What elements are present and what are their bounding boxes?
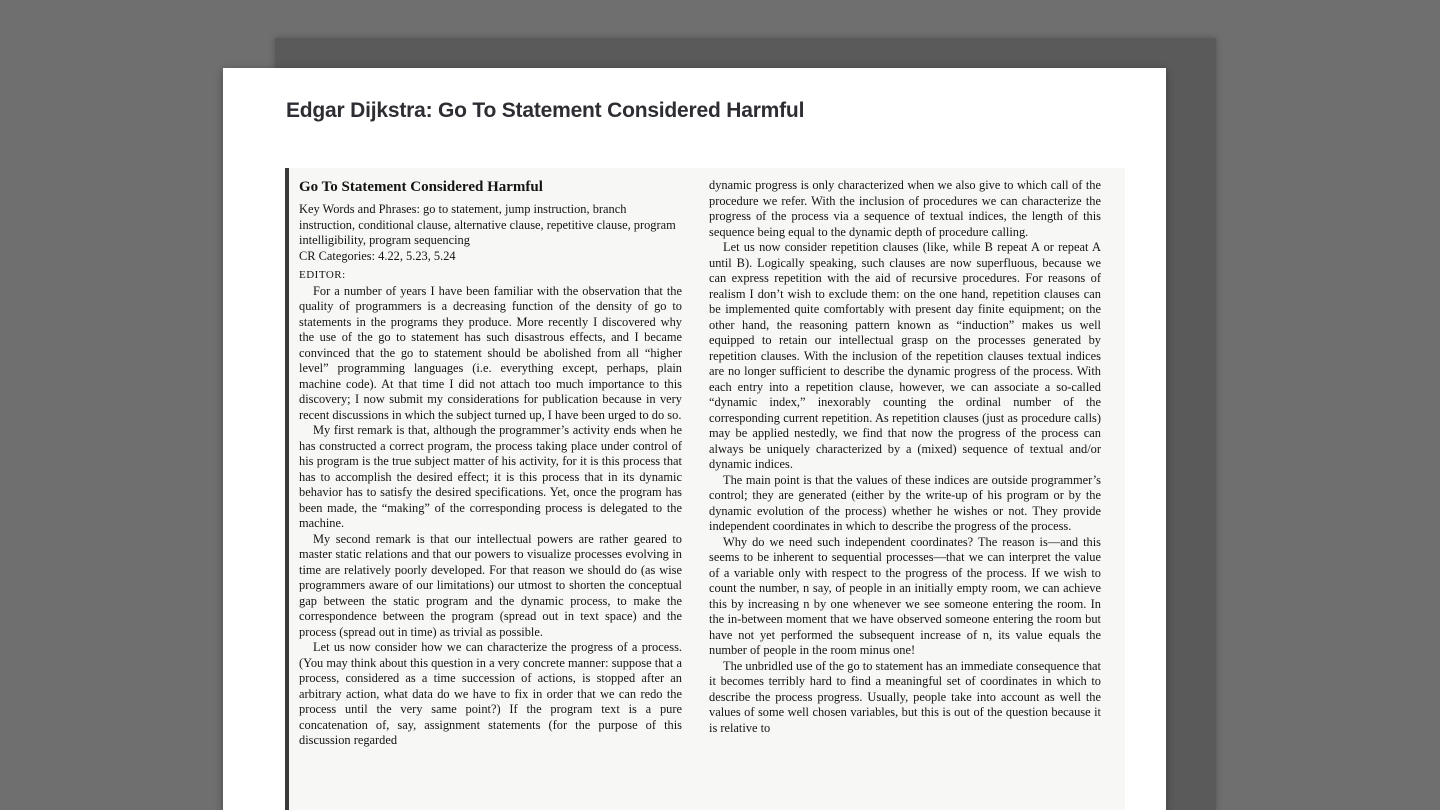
paragraph: My second remark is that our intellectual powers are rather geared to master static relations and that our powers to visualize processes evolving in time are relatively poorly developed. For that reason we should do (as wise programmers aware of our limitations) our utmost to shorten the conceptual gap between the static program and the dynamic process, to make the correspondence between the program (spread out in text space) and the process (spread out in time) as trivial as possible. — [299, 531, 682, 639]
paragraph: Why do we need such independent coordinates? The reason is—and this seems to be inherent to sequential processes—that we can interpret the value of a variable only with respect to the progress of the process. If we wish to count the number, n say, of people in an initially empty room, we can achieve this by increasing n by one whenever we see someone entering the room. In the in-between moment that we have observed someone entering the room but have not yet performed the subsequent increase of n, its value equals the number of people in the room minus one! — [709, 534, 1101, 657]
editor-label: EDITOR: — [299, 269, 346, 281]
paragraph: For a number of years I have been familiar with the observation that the quality of programmers is a decreasing function of the density of go to statements in the programs they produce. More recently I discovered why the use of the go to statement has such disastrous effects, and I became convinced that the go to statement should be abolished from all “higher level” programming languages (i.e. everything except, perhaps, plain machine code). At that time I did not attach too much importance to this discovery; I now submit my considerations for publication because in very recent discussions in which the subject turned up, I have been urged to do so. — [299, 283, 682, 422]
paragraph: My first remark is that, although the programmer’s activity ends when he has constructed a correct program, the process taking place under control of his program is the true subject matter of his activity, for it is this process that has to accomplish the desired effect; it is this process that in its dynamic behavior has to satisfy the desired specifications. Yet, once the program has been made, the “making” of the corresponding process is delegated to the machine. — [299, 423, 682, 530]
article-right-column — [709, 178, 1101, 736]
paragraph: The main point is that the values of these indices are outside programmer’s control; they are generated (either by the write-up of his program or by the dynamic evolution of the process) whether he wishes or not. They provide independent coordinates in which to describe the progress of the process. — [709, 472, 1101, 533]
paragraph: Let us now consider repetition clauses (like, while B repeat A or repeat A until B). Logically speaking, such clauses are now superfluous, because we can express repetition with the aid of recursive procedures. For reasons of realism I don’t wish to exclude them: on the one hand, repetition clauses can be implemented quite comfortably with present day finite equipment; on the other hand, the reasoning pattern known as “induction” makes us well equipped to retain our intellectual grasp on the processes generated by repetition clauses. With the inclusion of the repetition clauses textual indices are no longer sufficient to describe the dynamic progress of the process. With each entry into a repetition clause, however, we can associate a so-called “dynamic index,” inexorably counting the ordinal number of the corresponding current repetition. As repetition clauses (just as procedure calls) may be applied nestedly, we find that now the progress of the process can always be uniquely characterized by a (mixed) sequence of textual and/or dynamic indices. — [709, 240, 1101, 471]
article-keywords: Key Words and Phrases: go to statement, jump instruction, branch instruction, conditional clause, alternative clause, repetitive clause, program intelligibility, program sequencing — [299, 202, 676, 247]
article-categories: CR Categories: 4.22, 5.23, 5.24 — [299, 248, 456, 263]
paragraph: dynamic progress is only characterized when we also give to which call of the procedure we refer. With the inclusion of procedures we can characterize the progress of the process via a sequence of textual indices, the length of this sequence being equal to the dynamic depth of procedure calling. — [709, 178, 1101, 239]
page-title: Edgar Dijkstra: Go To Statement Considered Harmful — [286, 99, 805, 122]
paragraph: The unbridled use of the go to statement has an immediate consequence that it becomes terribly hard to find a meaningful set of coordinates in which to describe the process progress. Usually, people take into account as well the values of some well chosen variables, but this is out of the question because it is relative to — [709, 658, 1101, 735]
scanned-article — [285, 168, 1125, 810]
document-page — [223, 68, 1166, 810]
article-left-column — [299, 178, 682, 749]
margin-rule — [285, 168, 289, 810]
article-title: Go To Statement Considered Harmful — [299, 179, 543, 195]
paragraph: Let us now consider how we can characterize the progress of a process. (You may think about this question in a very concrete manner: suppose that a process, considered as a time succession of actions, is stopped after an arbitrary action, what data do we have to fix in order that we can redo the process until the very same point?) If the program text is a pure concatenation of, say, assignment statements (for the purpose of this discussion regarded — [299, 640, 682, 747]
